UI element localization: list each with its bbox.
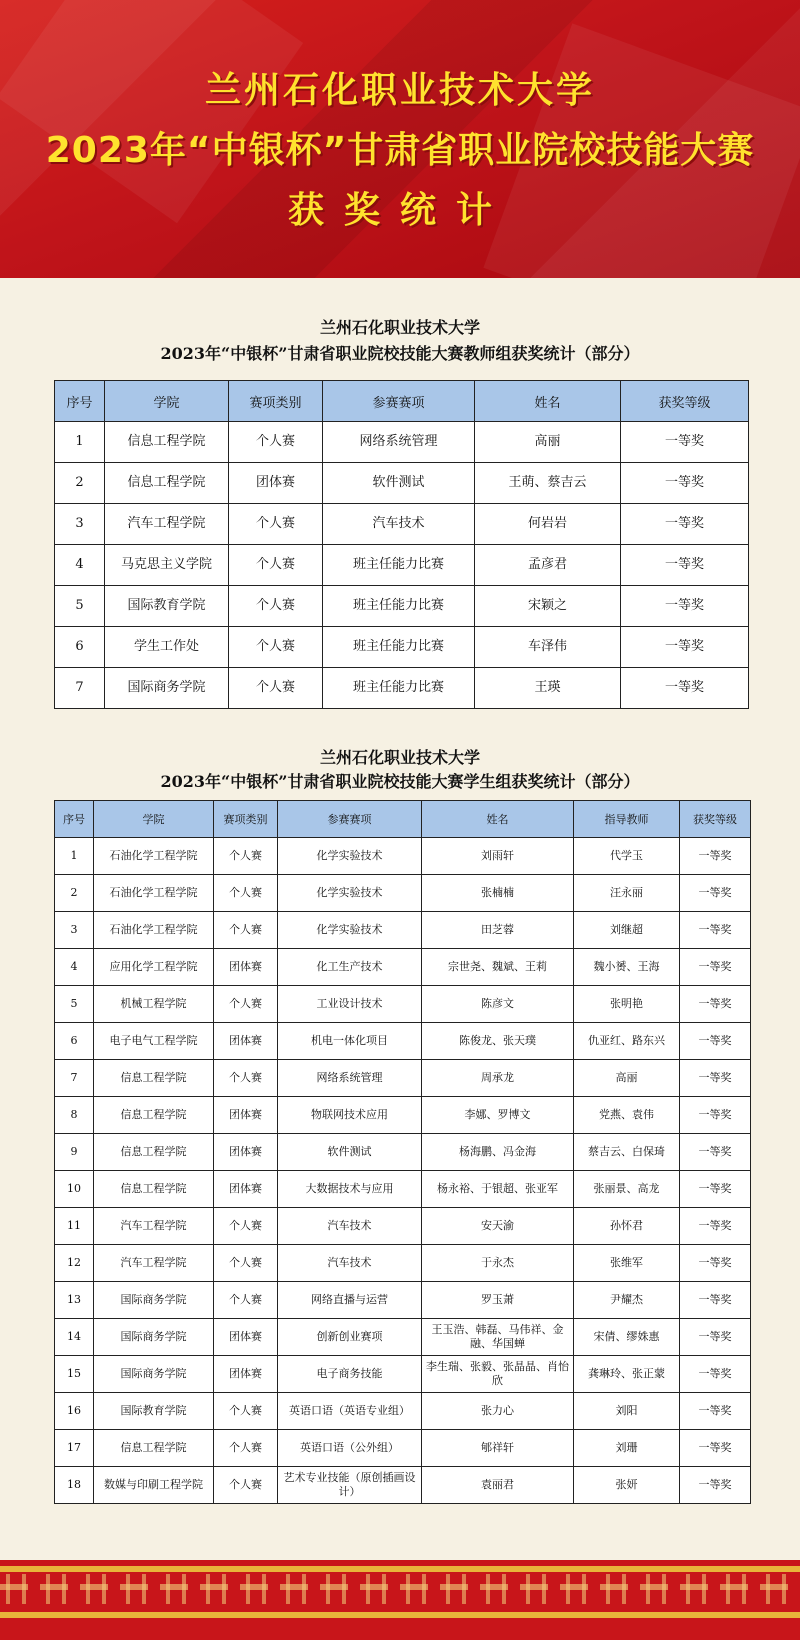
table-cell: 信息工程学院	[105, 422, 229, 463]
table-row	[55, 986, 751, 1023]
table-cell: 一等奖	[680, 1023, 751, 1060]
table-row	[55, 1282, 751, 1319]
student-award-table	[54, 800, 751, 1504]
table-cell: 汽车工程学院	[94, 1245, 214, 1282]
table-row	[55, 1319, 751, 1356]
table-cell: 仇亚红、路东兴	[574, 1023, 680, 1060]
table-row	[55, 1467, 751, 1504]
table-row	[55, 949, 751, 986]
table-cell: 一等奖	[680, 986, 751, 1023]
column-header: 参赛赛项	[323, 381, 475, 422]
table-header-row	[55, 801, 751, 838]
table-cell: 个人赛	[229, 668, 323, 709]
table-cell: 个人赛	[214, 1245, 278, 1282]
table-cell: 一等奖	[680, 1097, 751, 1134]
table-cell: 杨海鹏、冯金海	[422, 1134, 574, 1171]
table-cell: 个人赛	[214, 1208, 278, 1245]
table-cell: 个人赛	[229, 627, 323, 668]
table-cell: 1	[55, 422, 105, 463]
column-header: 姓名	[422, 801, 574, 838]
table-cell: 应用化学工程学院	[94, 949, 214, 986]
table-cell: 电子商务技能	[278, 1356, 422, 1393]
table-cell: 汽车工程学院	[105, 504, 229, 545]
table-cell: 杨永裕、于银超、张亚军	[422, 1171, 574, 1208]
table-cell: 汽车技术	[278, 1245, 422, 1282]
table-cell: 团体赛	[214, 1023, 278, 1060]
table-cell: 3	[55, 504, 105, 545]
table-cell: 6	[55, 627, 105, 668]
table-cell: 国际教育学院	[94, 1393, 214, 1430]
table-row	[55, 1208, 751, 1245]
table-cell: 班主任能力比赛	[323, 586, 475, 627]
banner-title-contest: 2023年“中银杯”甘肃省职业院校技能大赛	[45, 130, 755, 171]
column-header: 参赛赛项	[278, 801, 422, 838]
column-header: 学院	[105, 381, 229, 422]
table-cell: 汽车技术	[323, 504, 475, 545]
table-cell: 蔡吉云、白保琦	[574, 1134, 680, 1171]
table-row	[55, 1171, 751, 1208]
banner-title-school: 兰州石化职业技术大学	[204, 70, 595, 111]
table-cell: 车泽伟	[475, 627, 621, 668]
table-cell: 5	[55, 586, 105, 627]
table-cell: 13	[55, 1282, 94, 1319]
table-cell: 刘珊	[574, 1430, 680, 1467]
table-cell: 一等奖	[680, 949, 751, 986]
student-section-title: 2023年“中银杯”甘肃省职业院校技能大赛学生组获奖统计（部分）	[160, 772, 640, 791]
column-header: 赛项类别	[229, 381, 323, 422]
table-cell: 大数据技术与应用	[278, 1171, 422, 1208]
table-cell: 于永杰	[422, 1245, 574, 1282]
table-cell: 尹耀杰	[574, 1282, 680, 1319]
table-cell: 一等奖	[621, 668, 749, 709]
table-cell: 软件测试	[323, 463, 475, 504]
table-cell: 个人赛	[214, 1282, 278, 1319]
table-cell: 陈俊龙、张天璞	[422, 1023, 574, 1060]
table-cell: 班主任能力比赛	[323, 627, 475, 668]
table-cell: 陈彦文	[422, 986, 574, 1023]
table-cell: 石油化学工程学院	[94, 838, 214, 875]
table-cell: 化工生产技术	[278, 949, 422, 986]
table-cell: 张楠楠	[422, 875, 574, 912]
table-cell: 个人赛	[214, 1430, 278, 1467]
table-cell: 国际教育学院	[105, 586, 229, 627]
table-row	[55, 1393, 751, 1430]
table-row	[55, 1097, 751, 1134]
table-cell: 一等奖	[680, 912, 751, 949]
student-section-title-school: 兰州石化职业技术大学	[319, 748, 480, 767]
table-cell: 个人赛	[214, 875, 278, 912]
table-cell: 国际商务学院	[94, 1356, 214, 1393]
column-header: 学院	[94, 801, 214, 838]
table-cell: 团体赛	[214, 1171, 278, 1208]
table-cell: 何岩岩	[475, 504, 621, 545]
table-cell: 郇祥轩	[422, 1430, 574, 1467]
table-cell: 党燕、袁伟	[574, 1097, 680, 1134]
table-cell: 1	[55, 838, 94, 875]
table-cell: 班主任能力比赛	[323, 668, 475, 709]
table-cell: 英语口语（公外组）	[278, 1430, 422, 1467]
table-cell: 2	[55, 463, 105, 504]
table-cell: 信息工程学院	[94, 1060, 214, 1097]
table-cell: 个人赛	[214, 1393, 278, 1430]
table-cell: 孙怀君	[574, 1208, 680, 1245]
table-cell: 国际商务学院	[94, 1282, 214, 1319]
table-cell: 张妍	[574, 1467, 680, 1504]
teacher-section-title-school: 兰州石化职业技术大学	[319, 318, 480, 337]
table-cell: 8	[55, 1097, 94, 1134]
table-cell: 信息工程学院	[94, 1097, 214, 1134]
table-cell: 团体赛	[214, 1319, 278, 1356]
footer-stripe	[0, 1566, 800, 1572]
table-cell: 14	[55, 1319, 94, 1356]
table-cell: 汽车技术	[278, 1208, 422, 1245]
table-cell: 一等奖	[680, 1134, 751, 1171]
table-row	[55, 1430, 751, 1467]
table-cell: 王玉浩、韩磊、马伟祥、金融、华国蝉	[422, 1319, 574, 1356]
column-header: 序号	[55, 381, 105, 422]
table-cell: 化学实验技术	[278, 838, 422, 875]
table-cell: 网络直播与运营	[278, 1282, 422, 1319]
table-cell: 马克思主义学院	[105, 545, 229, 586]
table-cell: 学生工作处	[105, 627, 229, 668]
table-cell: 宗世尧、魏斌、王莉	[422, 949, 574, 986]
table-cell: 6	[55, 1023, 94, 1060]
table-cell: 网络系统管理	[278, 1060, 422, 1097]
table-cell: 15	[55, 1356, 94, 1393]
table-cell: 7	[55, 1060, 94, 1097]
table-cell: 个人赛	[214, 838, 278, 875]
table-cell: 一等奖	[621, 504, 749, 545]
table-cell: 信息工程学院	[94, 1430, 214, 1467]
table-cell: 张力心	[422, 1393, 574, 1430]
table-cell: 信息工程学院	[94, 1171, 214, 1208]
table-cell: 一等奖	[621, 545, 749, 586]
table-cell: 国际商务学院	[94, 1319, 214, 1356]
table-cell: 化学实验技术	[278, 875, 422, 912]
table-cell: 数媒与印刷工程学院	[94, 1467, 214, 1504]
teacher-award-table	[54, 380, 749, 709]
table-cell: 英语口语（英语专业组）	[278, 1393, 422, 1430]
footer-fret-pattern	[0, 1584, 800, 1590]
table-cell: 一等奖	[680, 1467, 751, 1504]
table-cell: 创新创业赛项	[278, 1319, 422, 1356]
table-cell: 张明艳	[574, 986, 680, 1023]
table-cell: 7	[55, 668, 105, 709]
table-cell: 个人赛	[214, 986, 278, 1023]
table-cell: 一等奖	[680, 1060, 751, 1097]
table-cell: 安天渝	[422, 1208, 574, 1245]
table-cell: 一等奖	[680, 1430, 751, 1467]
table-cell: 个人赛	[229, 545, 323, 586]
table-cell: 一等奖	[680, 838, 751, 875]
table-cell: 汽车工程学院	[94, 1208, 214, 1245]
table-cell: 物联网技术应用	[278, 1097, 422, 1134]
table-cell: 10	[55, 1171, 94, 1208]
table-cell: 一等奖	[680, 875, 751, 912]
table-cell: 3	[55, 912, 94, 949]
table-cell: 刘阳	[574, 1393, 680, 1430]
table-cell: 一等奖	[680, 1393, 751, 1430]
table-cell: 电子电气工程学院	[94, 1023, 214, 1060]
column-header: 赛项类别	[214, 801, 278, 838]
table-row	[55, 422, 749, 463]
table-row	[55, 504, 749, 545]
table-row	[55, 463, 749, 504]
table-cell: 李生瑞、张毅、张晶晶、肖怡欣	[422, 1356, 574, 1393]
table-cell: 团体赛	[229, 463, 323, 504]
teacher-section-title: 2023年“中银杯”甘肃省职业院校技能大赛教师组获奖统计（部分）	[160, 344, 640, 363]
table-cell: 班主任能力比赛	[323, 545, 475, 586]
table-cell: 宋倩、缪姝惠	[574, 1319, 680, 1356]
table-cell: 17	[55, 1430, 94, 1467]
table-cell: 刘雨轩	[422, 838, 574, 875]
footer-pattern-band	[0, 1560, 800, 1640]
column-header: 获奖等级	[680, 801, 751, 838]
table-cell: 4	[55, 949, 94, 986]
table-cell: 软件测试	[278, 1134, 422, 1171]
table-cell: 李娜、罗博文	[422, 1097, 574, 1134]
table-cell: 一等奖	[621, 422, 749, 463]
table-row	[55, 545, 749, 586]
table-row	[55, 1060, 751, 1097]
table-cell: 个人赛	[214, 912, 278, 949]
table-cell: 一等奖	[621, 627, 749, 668]
table-cell: 一等奖	[621, 586, 749, 627]
table-cell: 一等奖	[680, 1282, 751, 1319]
table-cell: 一等奖	[621, 463, 749, 504]
table-cell: 宋颖之	[475, 586, 621, 627]
table-cell: 信息工程学院	[105, 463, 229, 504]
table-cell: 个人赛	[214, 1060, 278, 1097]
table-row	[55, 1134, 751, 1171]
table-cell: 高丽	[475, 422, 621, 463]
table-cell: 网络系统管理	[323, 422, 475, 463]
table-cell: 11	[55, 1208, 94, 1245]
table-row	[55, 1356, 751, 1393]
table-row	[55, 627, 749, 668]
table-cell: 罗玉萧	[422, 1282, 574, 1319]
table-cell: 一等奖	[680, 1171, 751, 1208]
table-cell: 艺术专业技能（原创插画设计）	[278, 1467, 422, 1504]
table-cell: 石油化学工程学院	[94, 912, 214, 949]
table-cell: 代学玉	[574, 838, 680, 875]
table-cell: 化学实验技术	[278, 912, 422, 949]
table-header-row	[55, 381, 749, 422]
table-cell: 个人赛	[229, 586, 323, 627]
table-cell: 国际商务学院	[105, 668, 229, 709]
table-cell: 9	[55, 1134, 94, 1171]
table-row	[55, 668, 749, 709]
table-cell: 16	[55, 1393, 94, 1430]
table-cell: 团体赛	[214, 1097, 278, 1134]
table-cell: 石油化学工程学院	[94, 875, 214, 912]
column-header: 指导教师	[574, 801, 680, 838]
table-cell: 周承龙	[422, 1060, 574, 1097]
table-cell: 一等奖	[680, 1208, 751, 1245]
table-cell: 刘继超	[574, 912, 680, 949]
column-header: 序号	[55, 801, 94, 838]
table-cell: 一等奖	[680, 1245, 751, 1282]
table-cell: 张丽景、高龙	[574, 1171, 680, 1208]
table-cell: 一等奖	[680, 1319, 751, 1356]
table-cell: 个人赛	[214, 1467, 278, 1504]
table-cell: 工业设计技术	[278, 986, 422, 1023]
table-cell: 魏小赟、王海	[574, 949, 680, 986]
table-row	[55, 1023, 751, 1060]
column-header: 姓名	[475, 381, 621, 422]
table-cell: 团体赛	[214, 1134, 278, 1171]
table-cell: 12	[55, 1245, 94, 1282]
table-cell: 孟彦君	[475, 545, 621, 586]
table-cell: 团体赛	[214, 1356, 278, 1393]
footer-stripe	[0, 1612, 800, 1618]
table-cell: 团体赛	[214, 949, 278, 986]
table-row	[55, 1245, 751, 1282]
header-banner	[0, 0, 800, 278]
table-row	[55, 586, 749, 627]
table-row	[55, 875, 751, 912]
table-cell: 王瑛	[475, 668, 621, 709]
table-cell: 高丽	[574, 1060, 680, 1097]
table-cell: 袁丽君	[422, 1467, 574, 1504]
table-cell: 个人赛	[229, 422, 323, 463]
table-row	[55, 838, 751, 875]
table-cell: 张维军	[574, 1245, 680, 1282]
table-cell: 汪永丽	[574, 875, 680, 912]
table-cell: 一等奖	[680, 1356, 751, 1393]
table-row	[55, 912, 751, 949]
column-header: 获奖等级	[621, 381, 749, 422]
table-cell: 信息工程学院	[94, 1134, 214, 1171]
banner-title-stats: 获奖统计	[287, 190, 512, 231]
table-cell: 田芝蓉	[422, 912, 574, 949]
table-cell: 王萌、蔡吉云	[475, 463, 621, 504]
table-cell: 2	[55, 875, 94, 912]
table-cell: 个人赛	[229, 504, 323, 545]
table-cell: 4	[55, 545, 105, 586]
table-cell: 5	[55, 986, 94, 1023]
table-cell: 机械工程学院	[94, 986, 214, 1023]
table-cell: 龚琳玲、张正蒙	[574, 1356, 680, 1393]
table-cell: 机电一体化项目	[278, 1023, 422, 1060]
table-cell: 18	[55, 1467, 94, 1504]
